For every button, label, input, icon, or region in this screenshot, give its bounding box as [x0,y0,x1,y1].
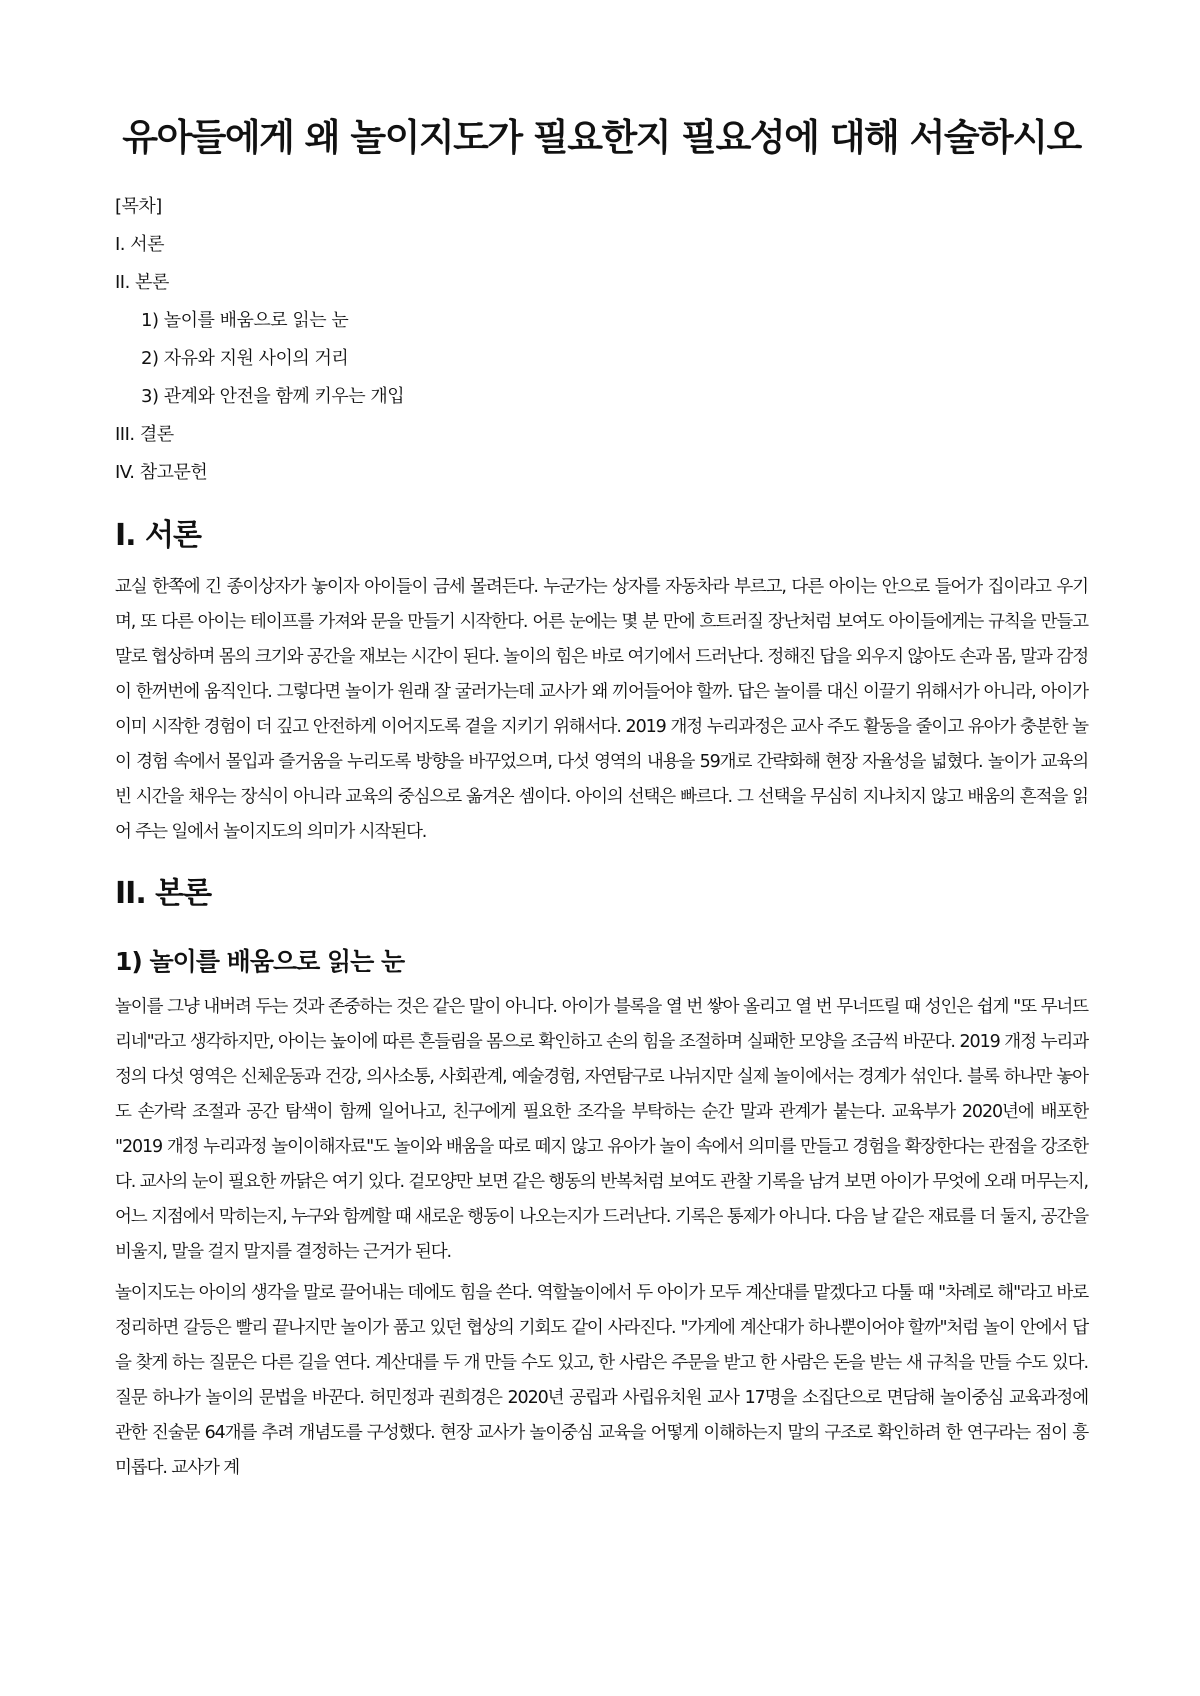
intro-paragraph: 교실 한쪽에 긴 종이상자가 놓이자 아이들이 금세 몰려든다. 누군가는 상자를 자동차라 부르고, 다른 아이는 안으로 들어가 집이라고 우기며, 또 다른 아이는 테이프를 가져와 문을 만들기 시작한다. 어른 눈에는 몇 분 만에 흐트러질 장난처럼 보여도 아이들에게는 규칙을 만들고 말로 협상하며 몸의 크기와 공간을 재보는 시간이 된다. 놀이의 힘은 바로 여기에서 드러난다. 정해진 답을 외우지 않아도 손과 몸, 말과 감정이 한꺼번에 움직인다. 그렇다면 놀이가 원래 잘 굴러가는데 교사가 왜 끼어들어야 할까. 답은 놀이를 대신 이끌기 위해서가 아니라, 아이가 이미 시작한 경험이 더 깊고 안전하게 이어지도록 곁을 지키기 위해서다. 2019 개정 누리과정은 교사 주도 활동을 줄이고 유아가 충분한 놀이 경험 속에서 몰입과 즐거움을 누리도록 방향을 바꾸었으며, 다섯 영역의 내용을 59개로 간략화해 현장 자율성을 넓혔다. 놀이가 교육의 빈 시간을 채우는 장식이 아니라 교육의 중심으로 옮겨온 셈이다. 아이의 선택은 빠르다. 그 선택을 무심히 지나치지 않고 배움의 흔적을 읽어 주는 일에서 놀이지도의 의미가 시작된다. [115,577,1088,842]
document-title: 유아들에게 왜 놀이지도가 필요한지 필요성에 대해 서술하시오 [122,116,1081,159]
toc-subitem: 3) 관계와 안전을 함께 키우는 개입 [141,386,405,407]
body-paragraph: 놀이를 그냥 내버려 두는 것과 존중하는 것은 같은 말이 아니다. 아이가 블록을 열 번 쌓아 올리고 열 번 무너뜨릴 때 성인은 쉽게 "또 무너뜨리네"라고 생각하지만, 아이는 높이에 따른 흔들림을 몸으로 확인하고 손의 힘을 조절하며 실패한 모양을 조금씩 바꾼다. 2019 개정 누리과정의 다섯 영역은 신체운동과 건강, 의사소통, 사회관계, 예술경험, 자연탐구로 나뉘지만 실제 놀이에서는 경계가 섞인다. 블록 하나만 놓아도 손가락 조절과 공간 탐색이 함께 일어나고, 친구에게 필요한 조각을 부탁하는 순간 말과 관계가 붙는다. 교육부가 2020년에 배포한 "2019 개정 누리과정 놀이이해자료"도 놀이와 배움을 따로 떼지 않고 유아가 놀이 속에서 의미를 만들고 경험을 확장한다는 관점을 강조한다. 교사의 눈이 필요한 까닭은 여기 있다. 겉모양만 보면 같은 행동의 반복처럼 보여도 관찰 기록을 남겨 보면 아이가 무엇에 오래 머무는지, 어느 지점에서 막히는지, 누구와 함께할 때 새로운 행동이 나오는지가 드러난다. 기록은 통제가 아니다. 다음 날 같은 재료를 더 둘지, 공간을 비울지, 말을 걸지 말지를 결정하는 근거가 된다. [115,997,1088,1262]
toc-item: I. 서론 [115,234,165,255]
subsection-heading-1: 1) 놀이를 배움으로 읽는 눈 [115,947,405,976]
toc-heading: [목차] [115,196,162,217]
toc-item: II. 본론 [115,272,169,293]
section-heading-intro: I. 서론 [115,518,201,553]
toc-item: IV. 참고문헌 [115,462,208,483]
toc-subitem: 2) 자유와 지원 사이의 거리 [141,348,349,369]
table-of-contents [115,188,1088,492]
toc-subitem: 1) 놀이를 배움으로 읽는 눈 [141,310,349,331]
section-heading-body: II. 본론 [115,876,212,911]
toc-item: III. 결론 [115,424,174,445]
body-paragraph: 놀이지도는 아이의 생각을 말로 끌어내는 데에도 힘을 쓴다. 역할놀이에서 두 아이가 모두 계산대를 맡겠다고 다툴 때 "차례로 해"라고 바로 정리하면 갈등은 빨리 끝나지만 놀이가 품고 있던 협상의 기회도 같이 사라진다. "가게에 계산대가 하나뿐이어야 할까"처럼 놀이 안에서 답을 찾게 하는 질문은 다른 길을 연다. 계산대를 두 개 만들 수도 있고, 한 사람은 주문을 받고 한 사람은 돈을 받는 새 규칙을 만들 수도 있다. 질문 하나가 놀이의 문법을 바꾼다. 허민정과 권희경은 2020년 공립과 사립유치원 교사 17명을 소집단으로 면담해 놀이중심 교육과정에 관한 진술문 64개를 추려 개념도를 구성했다. 현장 교사가 놀이중심 교육을 어떻게 이해하는지 말의 구조로 확인하려 한 연구라는 점이 흥미롭다. 교사가 계 [115,1283,1088,1478]
